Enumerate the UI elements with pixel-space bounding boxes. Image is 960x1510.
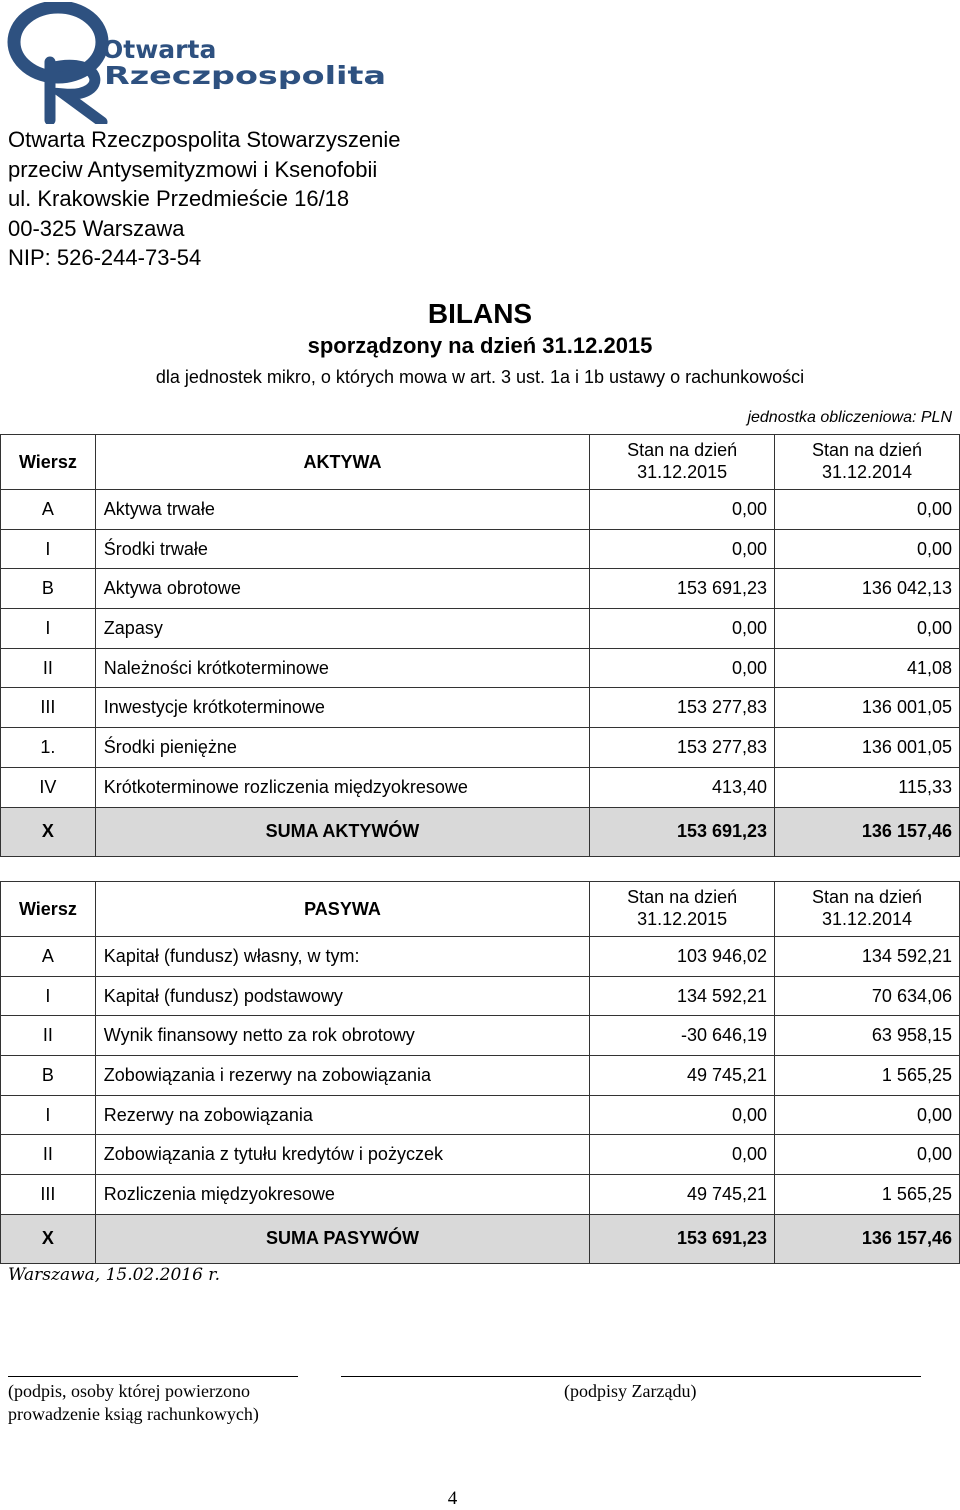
table-cell-id: II: [1, 648, 96, 688]
table-cell-id: B: [1, 1056, 96, 1096]
table-cell-name: Inwestycje krótkoterminowe: [95, 688, 589, 728]
column-header-2015-date: 31.12.2015: [637, 462, 728, 482]
table-cell-name: Zapasy: [95, 609, 589, 649]
table-cell-id: II: [1, 1016, 96, 1056]
liabilities-header-row: [1, 882, 960, 937]
table-cell-name: Rezerwy na zobowiązania: [95, 1095, 589, 1135]
assets-table: [0, 434, 960, 857]
liabilities-row: [1, 937, 960, 977]
column-header-2015-label: Stan na dzień: [627, 887, 738, 907]
table-cell-2015: 0,00: [590, 1135, 775, 1175]
table-cell-2014: 63 958,15: [775, 1016, 960, 1056]
table-cell-name: Aktywa trwałe: [95, 490, 589, 530]
table-cell-2014: 136 001,05: [775, 688, 960, 728]
column-header-2014-label: Stan na dzień: [811, 440, 923, 460]
table-cell-id: X: [1, 807, 96, 856]
document-subtitle: sporządzony na dzień 31.12.2015: [307, 333, 653, 358]
table-cell-2015: 49 745,21: [590, 1175, 775, 1215]
table-cell-2015: 413,40: [590, 767, 775, 807]
table-cell-id: B: [1, 569, 96, 609]
liabilities-row: [1, 1175, 960, 1215]
assets-row: [1, 688, 960, 728]
table-cell-name: Zobowiązania z tytułu kredytów i pożyczek: [95, 1135, 589, 1175]
column-header-2015: [590, 435, 775, 490]
table-cell-id: 1.: [1, 728, 96, 768]
column-header-2014: [775, 882, 960, 937]
table-cell-name: Środki trwałe: [95, 529, 589, 569]
organization-logo: [6, 2, 386, 124]
org-name-line-1: Otwarta Rzeczpospolita Stowarzyszenie: [8, 127, 401, 152]
table-cell-name: SUMA AKTYWÓW: [95, 807, 589, 856]
table-cell-name: Wynik finansowy netto za rok obrotowy: [95, 1016, 589, 1056]
assets-total-row: [1, 807, 960, 856]
table-cell-id: A: [1, 490, 96, 530]
table-cell-2014: 0,00: [775, 1095, 960, 1135]
table-cell-name: Krótkoterminowe rozliczenia międzyokresowe: [95, 767, 589, 807]
table-cell-name: Należności krótkoterminowe: [95, 648, 589, 688]
table-cell-2015: 0,00: [590, 648, 775, 688]
table-cell-name: Kapitał (fundusz) podstawowy: [95, 976, 589, 1016]
place-and-date: Warszawa, 15.02.2016 r.: [8, 1265, 220, 1285]
table-cell-id: III: [1, 1175, 96, 1215]
table-cell-id: IV: [1, 767, 96, 807]
signature-caption-line-1: (podpis, osoby której powierzono: [8, 1381, 250, 1401]
assets-row: [1, 767, 960, 807]
column-header-2015: [590, 882, 775, 937]
table-cell-2015: 49 745,21: [590, 1056, 775, 1096]
table-cell-2015: 153 277,83: [590, 728, 775, 768]
column-header-2014-label: Stan na dzień: [811, 887, 923, 907]
table-cell-2014: 136 157,46: [775, 1214, 960, 1263]
column-header-assets: AKTYWA: [95, 435, 589, 490]
signature-caption-board: (podpisy Zarządu): [564, 1381, 697, 1401]
table-cell-name: Środki pieniężne: [95, 728, 589, 768]
assets-row: [1, 569, 960, 609]
table-cell-2014: 70 634,06: [775, 976, 960, 1016]
column-header-row-id: Wiersz: [1, 435, 96, 490]
table-cell-2014: 0,00: [775, 529, 960, 569]
liabilities-row: [1, 1095, 960, 1135]
table-cell-id: I: [1, 976, 96, 1016]
assets-header-row: [1, 435, 960, 490]
table-cell-2014: 0,00: [775, 609, 960, 649]
table-cell-2015: 0,00: [590, 609, 775, 649]
table-cell-id: II: [1, 1135, 96, 1175]
table-cell-2015: -30 646,19: [590, 1016, 775, 1056]
table-cell-id: I: [1, 1095, 96, 1135]
table-cell-2014: 136 042,13: [775, 569, 960, 609]
table-cell-2015: 0,00: [590, 490, 775, 530]
table-cell-2014: 0,00: [775, 490, 960, 530]
table-cell-2015: 153 277,83: [590, 688, 775, 728]
liabilities-row: [1, 976, 960, 1016]
table-cell-id: III: [1, 688, 96, 728]
table-cell-2015: 153 691,23: [590, 569, 775, 609]
table-cell-2014: 0,00: [775, 1135, 960, 1175]
table-cell-id: I: [1, 609, 96, 649]
liabilities-row: [1, 1016, 960, 1056]
assets-row: [1, 648, 960, 688]
assets-row: [1, 728, 960, 768]
document-note: dla jednostek mikro, o których mowa w art. 3 ust. 1a i 1b ustawy o rachunkowości: [155, 367, 805, 387]
table-cell-2014: 41,08: [775, 648, 960, 688]
table-cell-2014: 134 592,21: [775, 937, 960, 977]
table-cell-name: Aktywa obrotowe: [95, 569, 589, 609]
table-cell-2015: 0,00: [590, 529, 775, 569]
liabilities-row: [1, 1056, 960, 1096]
page-number: 4: [447, 1488, 458, 1509]
column-header-2014: [775, 435, 960, 490]
organization-address: [8, 125, 401, 273]
table-cell-id: X: [1, 1214, 96, 1263]
table-cell-name: SUMA PASYWÓW: [95, 1214, 589, 1263]
logo-word-2: Rzeczpospolita: [104, 61, 386, 90]
assets-row: [1, 490, 960, 530]
table-cell-2015: 153 691,23: [590, 807, 775, 856]
liabilities-total-row: [1, 1214, 960, 1263]
signature-line-board: [341, 1376, 921, 1377]
table-cell-2014: 1 565,25: [775, 1056, 960, 1096]
table-cell-2015: 134 592,21: [590, 976, 775, 1016]
document-title: BILANS: [427, 298, 533, 329]
table-cell-2014: 136 157,46: [775, 807, 960, 856]
table-cell-name: Kapitał (fundusz) własny, w tym:: [95, 937, 589, 977]
org-city: 00-325 Warszawa: [8, 215, 185, 241]
signature-caption-accountant: [8, 1380, 259, 1426]
org-name-line-2: przeciw Antysemityzmowi i Ksenofobii: [8, 156, 378, 182]
column-header-2015-label: Stan na dzień: [627, 440, 738, 460]
unit-label: jednostka obliczeniowa: PLN: [747, 409, 952, 426]
assets-row: [1, 609, 960, 649]
org-nip: NIP: 526-244-73-54: [8, 245, 202, 270]
column-header-liabilities: PASYWA: [95, 882, 589, 937]
liabilities-row: [1, 1135, 960, 1175]
signature-line-accountant: [8, 1376, 298, 1377]
column-header-2015-date: 31.12.2015: [637, 909, 728, 929]
org-street: ul. Krakowskie Przedmieście 16/18: [8, 186, 350, 211]
table-cell-id: I: [1, 529, 96, 569]
table-cell-id: A: [1, 937, 96, 977]
table-cell-2015: 103 946,02: [590, 937, 775, 977]
table-cell-name: Rozliczenia międzyokresowe: [95, 1175, 589, 1215]
liabilities-table: [0, 881, 960, 1264]
table-cell-2015: 0,00: [590, 1095, 775, 1135]
table-cell-2014: 1 565,25: [775, 1175, 960, 1215]
logo-word-1: Otwarta: [102, 35, 217, 64]
table-cell-2014: 136 001,05: [775, 728, 960, 768]
column-header-row-id: Wiersz: [1, 882, 96, 937]
table-cell-2014: 115,33: [775, 767, 960, 807]
table-cell-name: Zobowiązania i rezerwy na zobowiązania: [95, 1056, 589, 1096]
column-header-2014-date: 31.12.2014: [821, 462, 913, 482]
assets-row: [1, 529, 960, 569]
column-header-2014-date: 31.12.2014: [821, 909, 913, 929]
table-cell-2015: 153 691,23: [590, 1214, 775, 1263]
signature-caption-line-2: prowadzenie ksiąg rachunkowych): [8, 1404, 259, 1424]
